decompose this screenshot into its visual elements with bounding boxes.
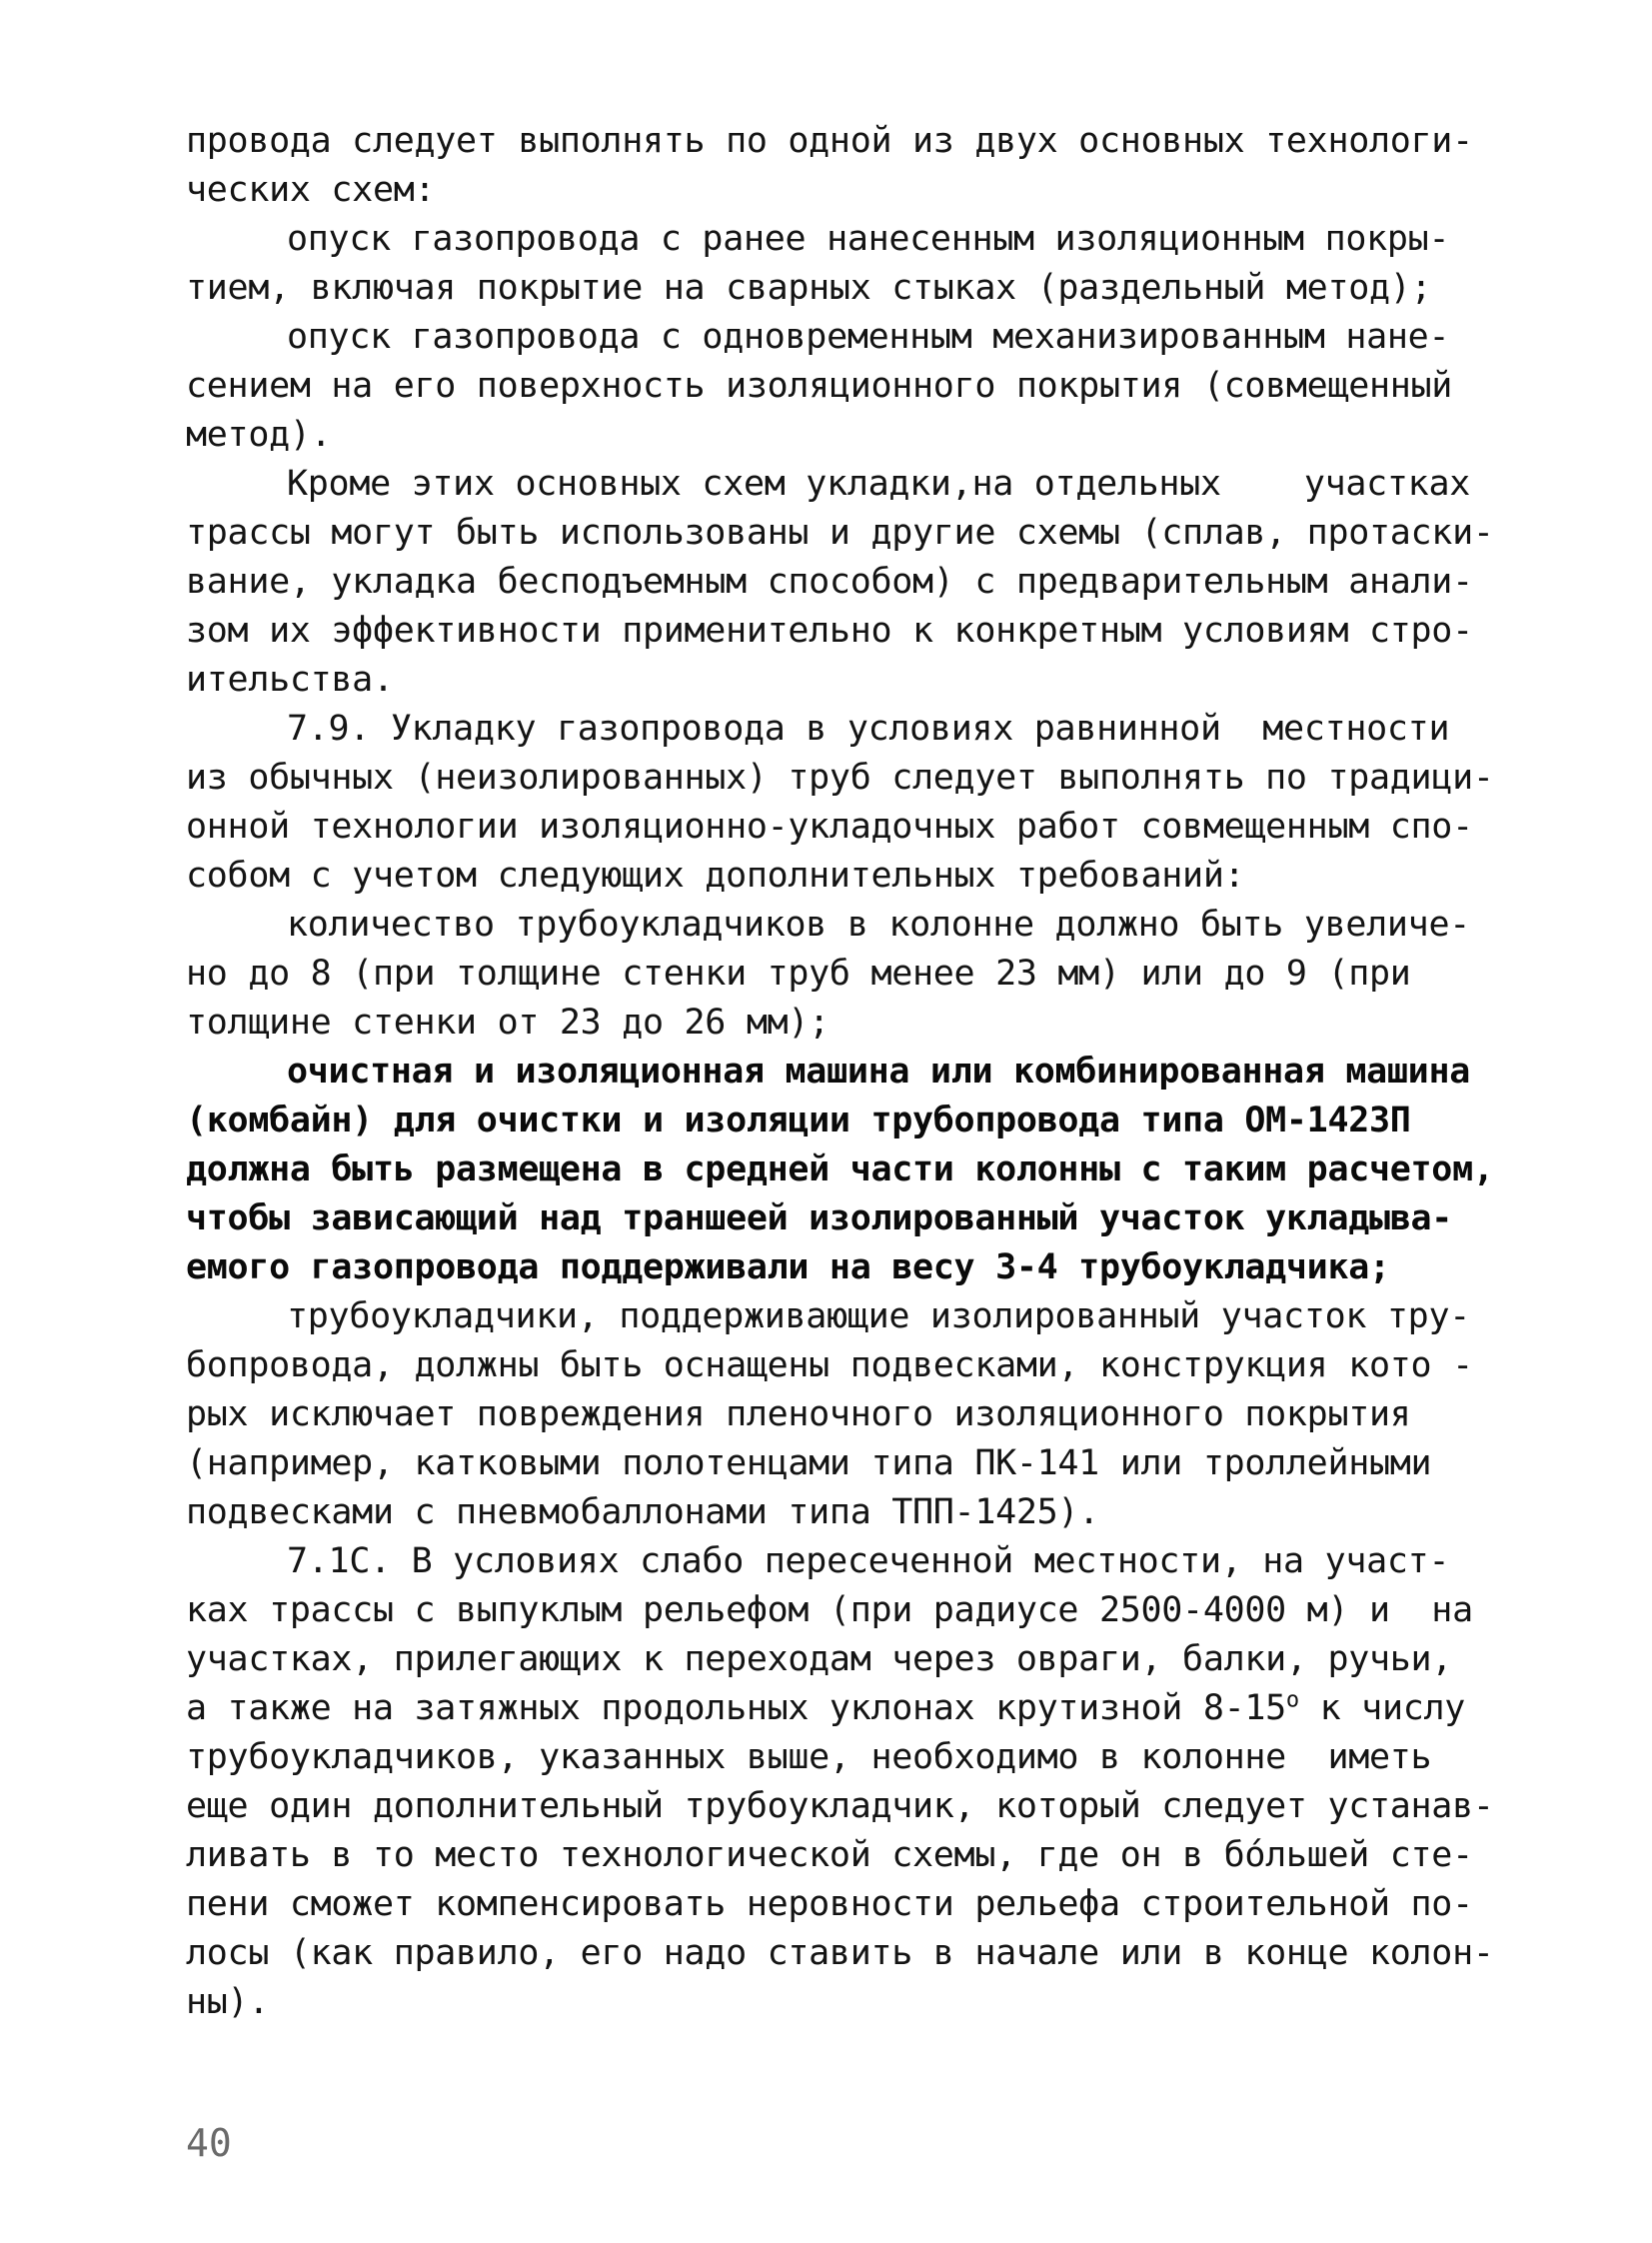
text-line: из обычных (неизолированных) труб следует выполнять по традици-	[186, 758, 1494, 798]
page-number: 40	[186, 2121, 232, 2165]
text-line-with-degree	[186, 1684, 1465, 1732]
text-line: сением на его поверхность изоляционного покрытия (совмещенный	[186, 366, 1453, 406]
text-fragment: к числу	[1298, 1688, 1466, 1728]
text-line: еще один дополнительный трубоукладчик, который следует устанав-	[186, 1786, 1494, 1826]
text-line: тием, включая покрытие на сварных стыках (раздельный метод);	[186, 268, 1432, 308]
text-line: трубоукладчиков, указанных выше, необходимо в колонне иметь	[186, 1737, 1432, 1777]
text-line: опуск газопровода с одновременным механизированным нане-	[287, 317, 1450, 357]
text-line: ческих схем:	[186, 170, 436, 210]
text-line: участках, прилегающих к переходам через овраги, балки, ручьи,	[186, 1639, 1453, 1679]
text-line: трассы могут быть использованы и другие схемы (сплав, протаски-	[186, 513, 1494, 553]
text-line: ливать в то место технологической схемы, где он в бóльшей сте-	[186, 1835, 1473, 1875]
text-line: онной технологии изоляционно-укладочных работ совмещенным спо-	[186, 807, 1473, 847]
text-line: количество трубоукладчиков в колонне должно быть увеличе-	[287, 905, 1470, 945]
text-line: пени сможет компенсировать неровности рельефа строительной по-	[186, 1884, 1473, 1924]
degree-superscript: о	[1285, 1687, 1299, 1713]
text-fragment: а также на затяжных продольных уклонах крутизной 8-15	[186, 1688, 1286, 1728]
text-line: ны).	[186, 1982, 270, 2022]
text-line: провода следует выполнять по одной из двух основных технологи-	[186, 121, 1473, 161]
text-line: подвесками с пневмобаллонами типа ТПП-1425).	[186, 1492, 1099, 1532]
text-line: емого газопровода поддерживали на весу 3-4 трубоукладчика;	[186, 1247, 1390, 1287]
text-line: ках трассы с выпуклым рельефом (при радиусе 2500-4000 м) и на	[186, 1590, 1473, 1630]
text-line: чтобы зависающий над траншеей изолированный участок укладыва-	[186, 1198, 1453, 1238]
text-line: метод).	[186, 415, 332, 455]
text-line: (например, катковыми полотенцами типа ПК-141 или троллейными	[186, 1443, 1432, 1483]
text-line: ительства.	[186, 660, 394, 700]
text-line: (комбайн) для очистки и изоляции трубопровода типа ОМ-1423П	[186, 1101, 1411, 1140]
text-line: 7.1С. В условиях слабо пересеченной местности, на участ-	[287, 1541, 1450, 1581]
text-line: опуск газопровода с ранее нанесенным изоляционным покры-	[287, 219, 1450, 259]
text-line: лосы (как правило, его надо ставить в начале или в конце колон-	[186, 1933, 1494, 1973]
text-line: очистная и изоляционная машина или комбинированная машина	[287, 1052, 1470, 1092]
text-line: собом с учетом следующих дополнительных требований:	[186, 856, 1245, 896]
text-line: 7.9. Укладку газопровода в условиях равнинной местности	[287, 709, 1450, 749]
text-line: вание, укладка беcподъемным способом) с предварительным анали-	[186, 562, 1473, 602]
text-line: Кроме этих основных схем укладки,на отдельных участках	[287, 464, 1470, 504]
text-line: трубоукладчики, поддерживающие изолированный участок тру-	[287, 1296, 1470, 1336]
text-line: толщине стенки от 23 до 26 мм);	[186, 1003, 829, 1043]
text-line: но до 8 (при толщине стенки труб менее 23 мм) или до 9 (при	[186, 954, 1411, 994]
text-line: зом их эффективности применительно к конкретным условиям стро-	[186, 611, 1473, 651]
text-line: должна быть размещена в средней части колонны с таким расчетом,	[186, 1149, 1494, 1189]
text-line: рых исключает повреждения пленочного изоляционного покрытия	[186, 1394, 1411, 1434]
text-line: бопровода, должны быть оснащены подвесками, конструкция кото -	[186, 1345, 1473, 1385]
